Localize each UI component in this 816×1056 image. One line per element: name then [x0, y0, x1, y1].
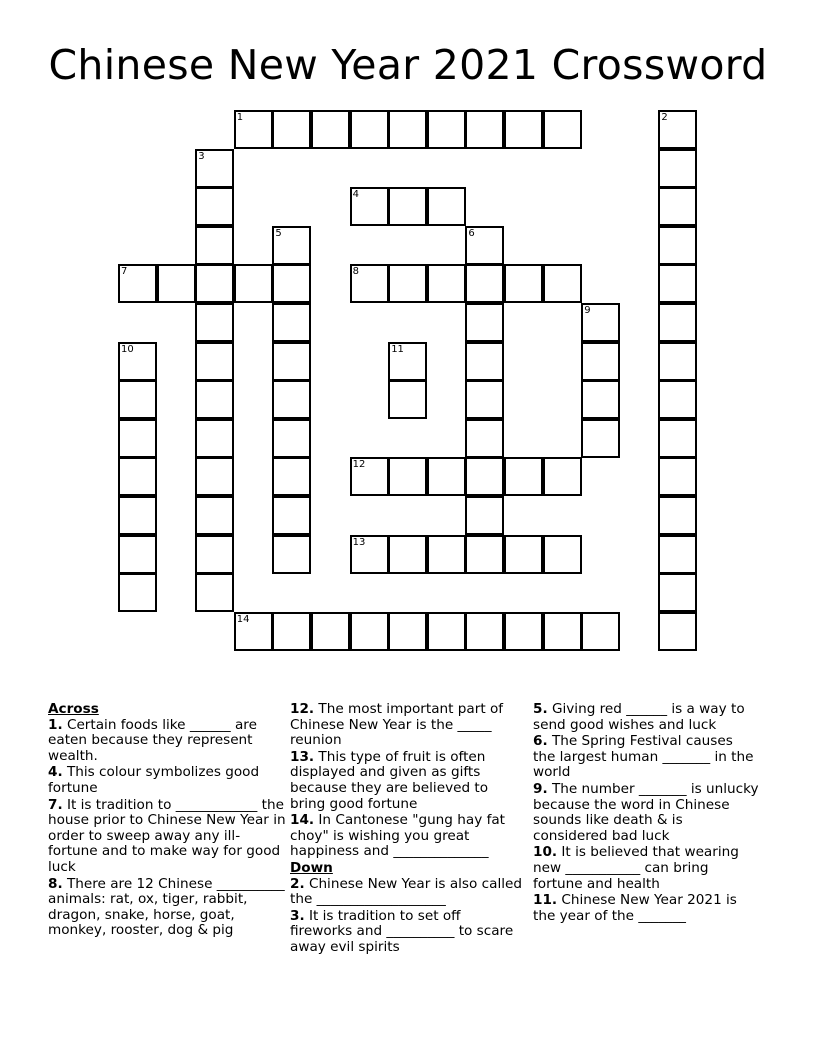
grid-cell[interactable]	[311, 612, 350, 651]
clue-down-5	[533, 702, 759, 733]
clue-down-6	[533, 734, 759, 781]
grid-cell[interactable]	[195, 419, 234, 458]
clue-number-label: 7	[121, 266, 128, 278]
clue-text: It is tradition to ____________ the house prior to Chinese New Year in order to sweep away any ill-fortune and to make way for good luck	[48, 796, 286, 875]
clue-text: Certain foods like ______ are eaten because they represent wealth.	[48, 716, 257, 764]
clue-number-label: 4	[352, 189, 359, 201]
grid-cell[interactable]	[157, 264, 196, 303]
grid-cell[interactable]	[272, 264, 311, 303]
grid-cell[interactable]	[658, 419, 697, 458]
grid-cell[interactable]	[581, 612, 620, 651]
grid-cell[interactable]	[658, 535, 697, 574]
clue-number-label: 8	[352, 266, 359, 278]
down-heading: Down	[290, 859, 333, 876]
grid-cell[interactable]	[234, 264, 273, 303]
grid-cell[interactable]	[581, 419, 620, 458]
grid-cell[interactable]	[658, 264, 697, 303]
clue-number: 7.	[48, 796, 63, 813]
clue-text: Giving red ______ is a way to send good wishes and luck	[533, 701, 745, 733]
grid-cell[interactable]	[465, 612, 504, 651]
grid-cell[interactable]	[388, 457, 427, 496]
clue-number: 11.	[533, 892, 558, 909]
grid-cell[interactable]	[465, 264, 504, 303]
clue-number-label: 6	[468, 227, 475, 239]
grid-cell[interactable]	[658, 612, 697, 651]
clue-across-8	[48, 877, 286, 939]
grid-cell[interactable]	[272, 380, 311, 419]
grid-cell[interactable]	[427, 187, 466, 226]
clue-text: The number _______ is unlucky because the word in Chinese sounds like death & is considered bad luck	[533, 780, 759, 844]
grid-cell[interactable]	[658, 380, 697, 419]
grid-cell[interactable]	[427, 535, 466, 574]
grid-cell[interactable]	[658, 573, 697, 612]
clue-number: 4.	[48, 764, 63, 781]
grid-cell[interactable]	[195, 573, 234, 612]
grid-cell[interactable]	[195, 264, 234, 303]
grid-cell[interactable]	[427, 110, 466, 149]
clue-text: Chinese New Year 2021 is the year of the _______	[533, 892, 737, 924]
across-heading: Across	[48, 701, 99, 717]
grid-cell[interactable]	[195, 496, 234, 535]
grid-cell[interactable]	[272, 303, 311, 342]
grid-cell[interactable]	[272, 612, 311, 651]
grid-cell[interactable]	[465, 457, 504, 496]
grid-cell[interactable]	[465, 303, 504, 342]
clue-text: It is believed that wearing new ___________ can bring fortune and health	[533, 844, 739, 892]
grid-cell[interactable]	[388, 187, 427, 226]
grid-cell[interactable]	[118, 380, 157, 419]
grid-cell[interactable]	[504, 110, 543, 149]
grid-cell[interactable]	[581, 342, 620, 381]
grid-cell[interactable]	[658, 303, 697, 342]
grid-cell[interactable]	[272, 535, 311, 574]
grid-cell[interactable]	[465, 419, 504, 458]
grid-cell[interactable]	[195, 380, 234, 419]
grid-cell[interactable]	[118, 496, 157, 535]
grid-cell[interactable]	[311, 110, 350, 149]
grid-cell[interactable]	[658, 226, 697, 265]
grid-cell[interactable]	[118, 573, 157, 612]
clue-number: 3.	[290, 907, 305, 924]
grid-cell[interactable]	[465, 496, 504, 535]
grid-cell[interactable]	[504, 264, 543, 303]
clue-number-label: 2	[661, 112, 668, 123]
grid-cell[interactable]	[118, 457, 157, 496]
grid-cell[interactable]	[465, 535, 504, 574]
grid-cell[interactable]	[272, 110, 311, 149]
clue-text: This type of fruit is often displayed and given as gifts because they are believed to bring good fortune	[290, 748, 489, 812]
clue-number-label: 12	[352, 459, 366, 471]
clue-across-7	[48, 798, 286, 876]
clue-number-label: 5	[275, 227, 282, 239]
clue-down-3	[290, 909, 522, 956]
clue-down-9	[533, 782, 759, 844]
grid-cell[interactable]	[465, 110, 504, 149]
grid-cell[interactable]	[543, 110, 582, 149]
grid-cell[interactable]	[427, 612, 466, 651]
clue-number-label: 10	[121, 343, 134, 355]
clue-number-label: 3	[198, 150, 205, 162]
clue-number: 8.	[48, 875, 63, 892]
clue-number: 6.	[533, 733, 548, 750]
grid-cell[interactable]	[465, 342, 504, 381]
clue-text: This colour symbolizes good fortune	[48, 764, 260, 796]
clue-number: 14.	[290, 812, 315, 829]
page-title: Chinese New Year 2021 Crossword	[48, 41, 768, 89]
clue-number: 1.	[48, 716, 63, 733]
grid-cell[interactable]	[427, 264, 466, 303]
grid-cell[interactable]	[504, 535, 543, 574]
grid-cell[interactable]	[388, 612, 427, 651]
clue-text: The most important part of Chinese New Year is the _____ reunion	[290, 701, 504, 749]
grid-cell[interactable]	[427, 457, 466, 496]
grid-cell[interactable]	[543, 535, 582, 574]
grid-cell[interactable]	[118, 419, 157, 458]
grid-cell[interactable]	[658, 496, 697, 535]
grid-cell[interactable]	[350, 110, 389, 149]
grid-cell[interactable]	[465, 380, 504, 419]
grid-cell[interactable]	[581, 380, 620, 419]
clue-number: 13.	[290, 748, 315, 765]
clue-down-2	[290, 877, 522, 908]
clues-column-1	[48, 702, 286, 940]
clue-across-4	[48, 765, 286, 796]
grid-cell[interactable]	[195, 457, 234, 496]
clues-column-3	[533, 702, 759, 925]
grid-cell[interactable]	[195, 535, 234, 574]
grid-cell[interactable]	[658, 187, 697, 226]
grid-cell[interactable]	[272, 419, 311, 458]
clue-text: Chinese New Year is also called the ___________________	[290, 875, 523, 908]
grid-cell[interactable]	[195, 226, 234, 265]
grid-cell[interactable]	[658, 149, 697, 188]
clue-number: 5.	[533, 701, 548, 717]
grid-cell[interactable]	[272, 342, 311, 381]
grid-cell[interactable]	[195, 303, 234, 342]
clue-number: 9.	[533, 780, 548, 797]
clue-number-label: 9	[584, 305, 591, 316]
clue-across-14	[290, 813, 522, 860]
grid-cell[interactable]	[195, 187, 234, 226]
clue-number-label: 11	[391, 343, 404, 355]
clues-column-2	[290, 702, 522, 957]
grid-cell[interactable]	[272, 496, 311, 535]
clue-down-10	[533, 845, 759, 892]
clue-number-label: 14	[236, 613, 250, 625]
grid-cell[interactable]	[388, 535, 427, 574]
grid-cell[interactable]	[118, 535, 157, 574]
clue-number: 12.	[290, 701, 315, 717]
grid-cell[interactable]	[504, 457, 543, 496]
clue-text: It is tradition to set off fireworks and __________ to scare away evil spirits	[290, 907, 514, 955]
clue-text: In Cantonese "gung hay fat choy" is wishing you great happiness and ______________	[290, 812, 506, 860]
clue-number-label: 1	[236, 112, 244, 123]
clue-across-13	[290, 750, 522, 812]
clue-across-12	[290, 702, 522, 749]
grid-cell[interactable]	[504, 612, 543, 651]
clue-number: 2.	[290, 875, 305, 892]
grid-cell[interactable]	[543, 264, 582, 303]
grid-cell[interactable]	[543, 457, 582, 496]
grid-cell[interactable]	[272, 457, 311, 496]
grid-cell[interactable]	[350, 612, 389, 651]
grid-cell[interactable]	[658, 457, 697, 496]
clue-across-1	[48, 718, 286, 765]
clue-text: There are 12 Chinese __________ animals: rat, ox, tiger, rabbit, dragon, snake, horse, goat, monkey, rooster, dog & pig	[48, 875, 285, 939]
grid-cell[interactable]	[388, 110, 427, 149]
grid-cell[interactable]	[658, 342, 697, 381]
grid-cell[interactable]	[195, 342, 234, 381]
clue-text: The Spring Festival causes the largest human _______ in the world	[533, 733, 754, 781]
clue-down-11	[533, 893, 759, 924]
grid-cell[interactable]	[388, 380, 427, 419]
clue-number: 10.	[533, 844, 558, 861]
grid-cell[interactable]	[388, 264, 427, 303]
grid-cell[interactable]	[543, 612, 582, 651]
clue-number-label: 13	[352, 536, 366, 548]
